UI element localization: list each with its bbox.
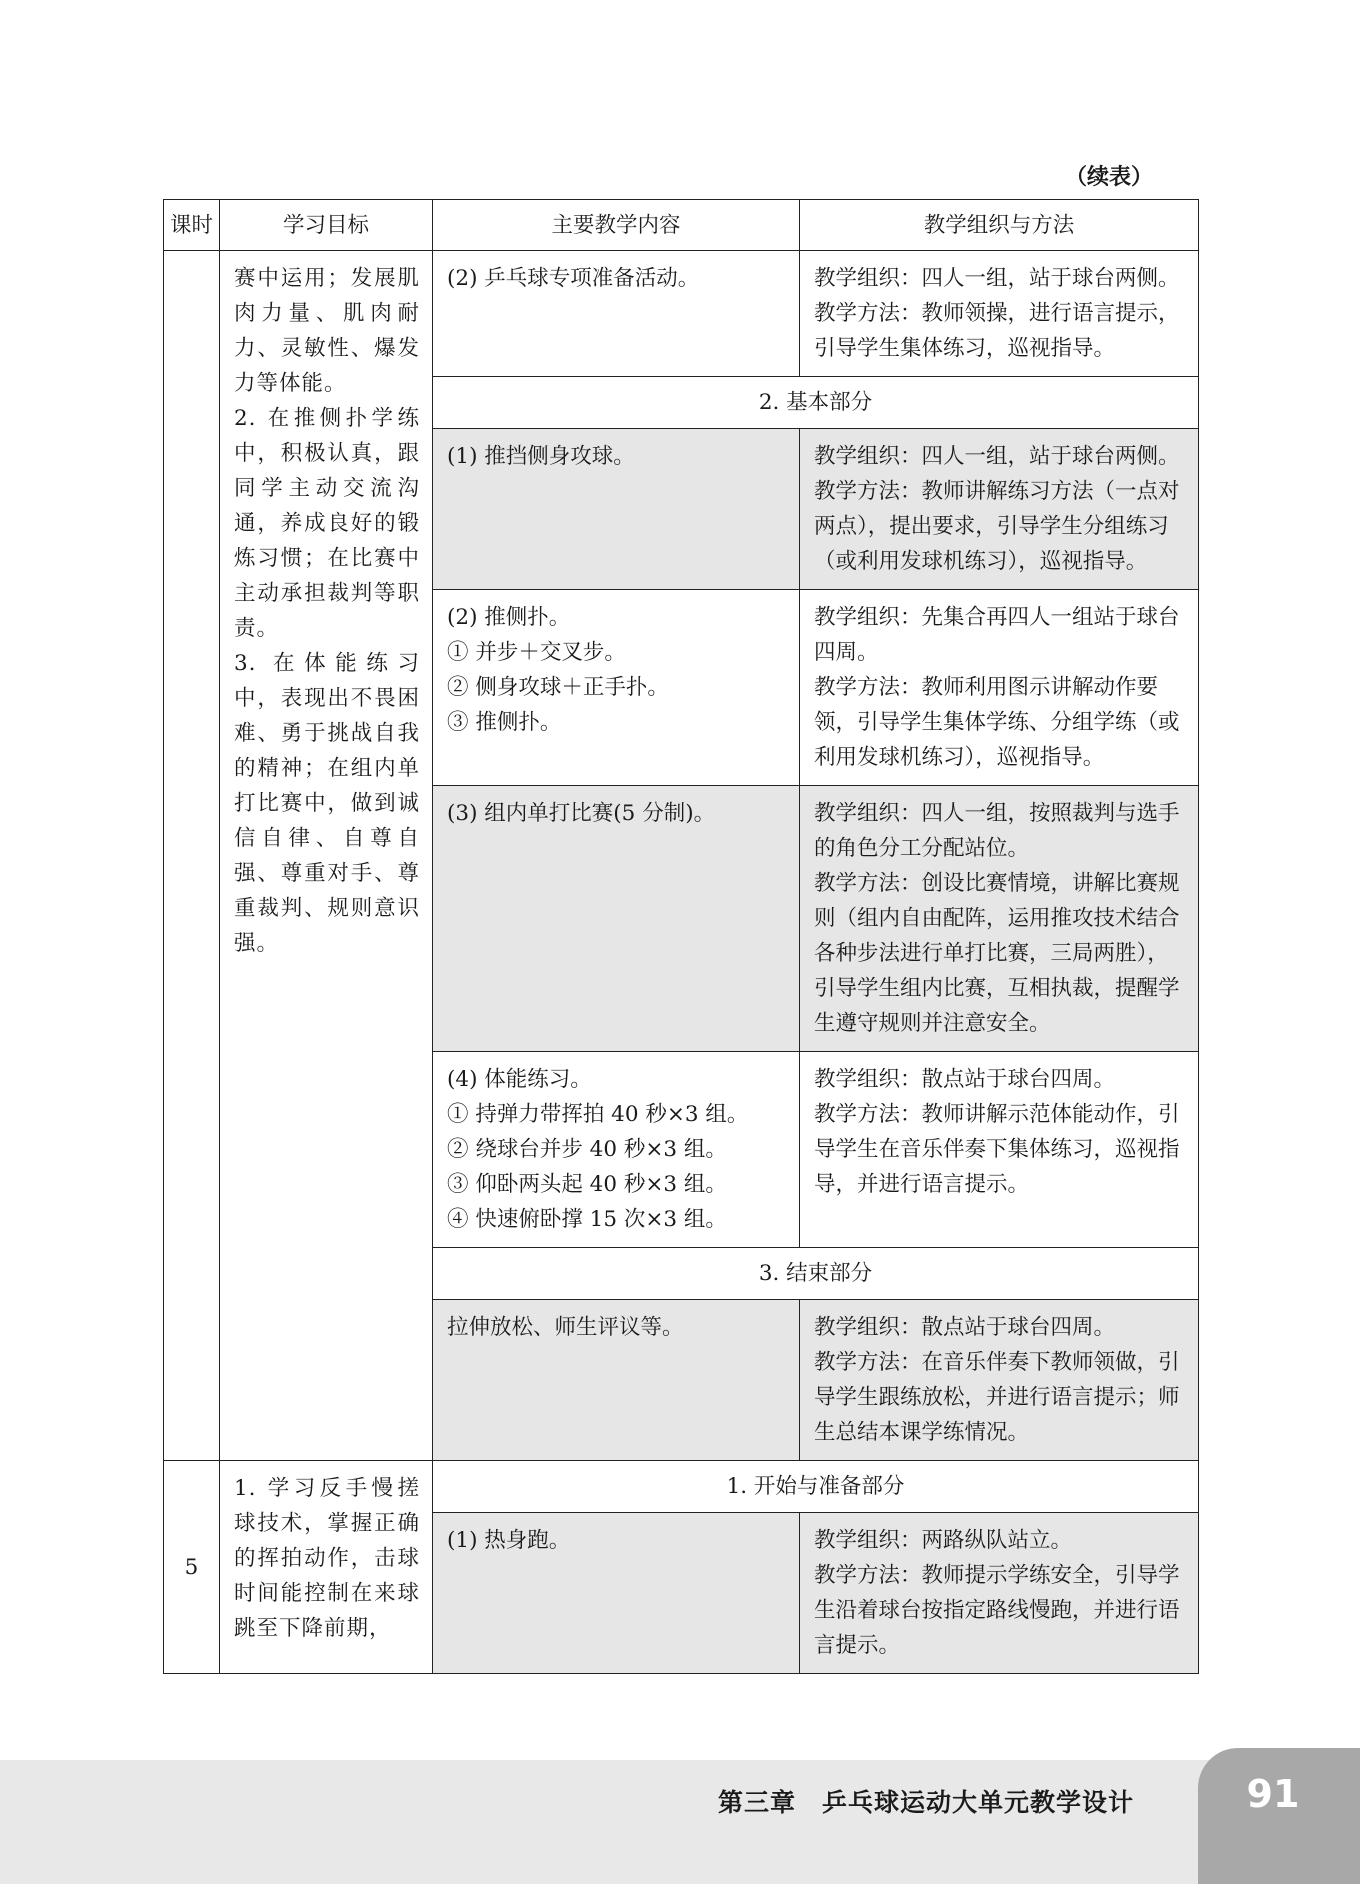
method-cell: [800, 429, 1199, 590]
goal-text: 3. 在体能练习中，表现出不畏困难、勇于挑战自我的精神；在组内单打比赛中，做到诚信自律、自尊自强、尊重对手、尊重裁判、规则意识强。: [234, 651, 420, 956]
content-line: (1) 推挡侧身攻球。: [447, 444, 635, 469]
goal-text: 赛中运用；发展肌肉力量、肌肉耐力、灵敏性、爆发力等体能。: [234, 266, 420, 396]
method-cell: [800, 786, 1199, 1052]
content-cell: [433, 429, 800, 590]
goals-cell: [220, 1461, 433, 1674]
content-line: ③ 仰卧两头起 40 秒×3 组。: [447, 1172, 727, 1197]
header-row: [164, 200, 1199, 251]
content-cell: [433, 786, 800, 1052]
content-line: ① 并步＋交叉步。: [447, 640, 626, 665]
header-hour: 课时: [164, 200, 220, 251]
content-line: (3) 组内单打比赛(5 分制)。: [447, 801, 716, 826]
footer-bar: [0, 1760, 1360, 1884]
method-cell: [800, 251, 1199, 377]
header-content: 主要教学内容: [433, 200, 800, 251]
content-line: ③ 推侧扑。: [447, 710, 562, 735]
header-goals: 学习目标: [220, 200, 433, 251]
content-line: ① 持弹力带挥拍 40 秒×3 组。: [447, 1102, 749, 1127]
content-line: (2) 乒乓球专项准备活动。: [447, 266, 700, 291]
content-cell: [433, 590, 800, 786]
chapter-title: 第三章 乒乓球运动大单元教学设计: [717, 1788, 1134, 1817]
content-cell: [433, 1513, 800, 1674]
section-heading: 3. 结束部分: [433, 1248, 1199, 1300]
content-line: ④ 快速俯卧撑 15 次×3 组。: [447, 1207, 727, 1232]
section-heading: 2. 基本部分: [433, 377, 1199, 429]
method-line: 教学方法：教师讲解练习方法（一点对两点），提出要求，引导学生分组练习（或利用发球机练习），巡视指导。: [814, 479, 1180, 574]
content-cell: [433, 251, 800, 377]
method-line: 教学组织：散点站于球台四周。: [814, 1067, 1116, 1092]
method-line: 教学组织：四人一组，站于球台两侧。: [814, 444, 1180, 469]
method-line: 教学方法：教师利用图示讲解动作要领，引导学生集体学练、分组学练（或利用发球机练习），巡视指导。: [814, 675, 1180, 770]
content-line: ② 绕球台并步 40 秒×3 组。: [447, 1137, 727, 1162]
content-line: (1) 热身跑。: [447, 1528, 571, 1553]
section-row: [164, 1461, 1199, 1513]
method-line: 教学方法：教师领操，进行语言提示，引导学生集体练习，巡视指导。: [814, 301, 1180, 361]
page-number: 91: [1246, 1772, 1300, 1816]
method-line: 教学方法：教师提示学练安全，引导学生沿着球台按指定路线慢跑，并进行语言提示。: [814, 1563, 1180, 1658]
header-method: 教学组织与方法: [800, 200, 1199, 251]
method-cell: [800, 590, 1199, 786]
page-number-tab: [1198, 1748, 1360, 1884]
table-row: [164, 251, 1199, 377]
method-cell: [800, 1052, 1199, 1248]
method-line: 教学组织：四人一组，按照裁判与选手的角色分工分配站位。: [814, 801, 1180, 861]
method-line: 教学组织：散点站于球台四周。: [814, 1315, 1116, 1340]
continued-label: （续表）: [1064, 165, 1153, 190]
hour-cell: 5: [164, 1461, 220, 1674]
method-line: 教学组织：两路纵队站立。: [814, 1528, 1073, 1553]
method-cell: [800, 1300, 1199, 1461]
method-line: 教学组织：四人一组，站于球台两侧。: [814, 266, 1180, 291]
method-line: 教学组织：先集合再四人一组站于球台四周。: [814, 605, 1180, 665]
method-line: 教学方法：在音乐伴奏下教师领做，引导学生跟练放松，并进行语言提示；师生总结本课学练情况。: [814, 1350, 1180, 1445]
goal-text: 2. 在推侧扑学练中，积极认真，跟同学主动交流沟通，养成良好的锻炼习惯；在比赛中主动承担裁判等职责。: [234, 406, 420, 641]
content-line: ② 侧身攻球＋正手扑。: [447, 675, 669, 700]
goal-text: 1. 学习反手慢搓球技术，掌握正确的挥拍动作，击球时间能控制在来球跳至下降前期，: [234, 1476, 420, 1641]
content-line: 拉伸放松、师生评议等。: [447, 1315, 684, 1340]
lesson-plan-table: [163, 199, 1199, 1674]
content-line: (2) 推侧扑。: [447, 605, 571, 630]
hour-cell: [164, 251, 220, 1461]
content-cell: [433, 1052, 800, 1248]
content-line: (4) 体能练习。: [447, 1067, 592, 1092]
method-line: 教学方法：教师讲解示范体能动作，引导学生在音乐伴奏下集体练习，巡视指导，并进行语言提示。: [814, 1102, 1180, 1197]
method-cell: [800, 1513, 1199, 1674]
method-line: 教学方法：创设比赛情境，讲解比赛规则（组内自由配阵，运用推攻技术结合各种步法进行单打比赛，三局两胜），引导学生组内比赛，互相执裁，提醒学生遵守规则并注意安全。: [814, 871, 1180, 1036]
goals-cell: [220, 251, 433, 1461]
content-cell: [433, 1300, 800, 1461]
section-heading: 1. 开始与准备部分: [433, 1461, 1199, 1513]
